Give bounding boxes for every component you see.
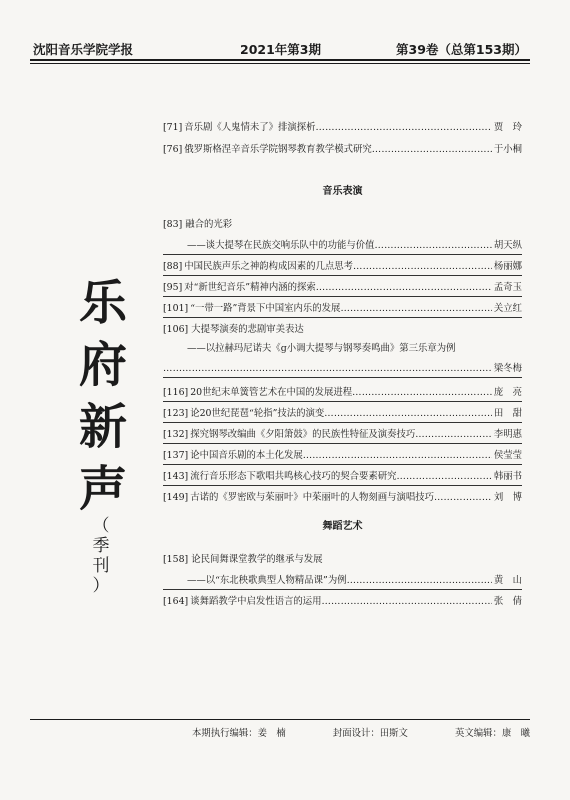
entry-page: [106] xyxy=(163,324,189,335)
entry-subtitle: ——谈大提琴在民族交响乐队中的功能与价值 xyxy=(187,240,375,251)
journal-name: 沈阳音乐学院学报 xyxy=(33,42,134,57)
side-title-char: 府 xyxy=(78,337,127,393)
entry-page: [88] xyxy=(163,261,183,272)
header-rule xyxy=(30,59,530,61)
toc-entry[interactable] xyxy=(163,261,522,276)
entry-page: [116] xyxy=(163,387,189,398)
entry-author: 黄 山 xyxy=(493,575,522,586)
entry-author: 梁冬梅 xyxy=(493,363,522,374)
entry-title: 音乐剧《人鬼情未了》排演探析 xyxy=(184,122,316,133)
footer-rule xyxy=(30,719,530,720)
side-title-char: 新 xyxy=(78,399,127,455)
toc-entry[interactable] xyxy=(163,282,522,297)
journal-header xyxy=(0,0,570,64)
entry-page: [95] xyxy=(163,282,183,293)
leader-dots xyxy=(415,429,492,441)
leader-dots xyxy=(316,122,492,134)
toc-entry-subtitle[interactable] xyxy=(163,575,522,590)
entry-title: 大提琴演奏的悲剧审美表达 xyxy=(191,324,304,335)
entry-page: [101] xyxy=(163,303,189,314)
entry-author: 胡天纵 xyxy=(493,240,522,251)
section-heading-dance: 舞蹈艺术 xyxy=(322,521,363,532)
entry-title: “一带一路”背景下中国室内乐的发展 xyxy=(190,303,341,314)
cover-designer: 封面设计：田斯文 xyxy=(332,728,408,739)
entry-author: 田 甜 xyxy=(493,408,522,419)
toc-entry[interactable] xyxy=(163,324,522,336)
entry-title: 古诺的《罗密欧与茱丽叶》中茱丽叶的人物刻画与演唱技巧 xyxy=(190,492,434,503)
leader-dots xyxy=(434,492,492,504)
side-subtitle xyxy=(89,516,113,596)
entry-author: 庞 亮 xyxy=(493,387,522,398)
side-subtitle-char: 刊 xyxy=(92,556,110,576)
entry-subtitle: ——以“东北秧歌典型人物精品课”为例 xyxy=(187,575,347,586)
leader-dots xyxy=(347,575,492,587)
entry-title: 融合的光彩 xyxy=(185,219,233,230)
entry-title: 论民间舞课堂教学的继承与发展 xyxy=(191,554,323,565)
side-title xyxy=(68,272,138,520)
toc-entry[interactable] xyxy=(163,144,522,156)
entry-author: 关立红 xyxy=(493,303,522,314)
english-editor: 英文编辑：康 曦 xyxy=(454,728,530,739)
editorial-credits xyxy=(192,725,530,739)
leader-dots xyxy=(352,387,492,399)
toc-entry-subtitle[interactable] xyxy=(163,343,522,355)
toc-entry[interactable] xyxy=(163,408,522,423)
toc-entry-author-line[interactable] xyxy=(163,363,522,378)
volume-number: 第39卷（总第153期） xyxy=(396,42,527,57)
leader-dots xyxy=(340,303,491,315)
entry-author: 侯莹莹 xyxy=(493,450,522,461)
section-heading-performance: 音乐表演 xyxy=(322,186,363,197)
leader-dots xyxy=(303,450,492,462)
entry-page: [137] xyxy=(163,450,189,461)
entry-title: 论中国音乐剧的本土化发展 xyxy=(190,450,303,461)
toc-entry[interactable] xyxy=(163,596,522,608)
entry-page: [76] xyxy=(163,144,183,155)
toc-entry[interactable] xyxy=(163,471,522,486)
side-subtitle-char: ） xyxy=(92,576,110,596)
side-subtitle-char: 季 xyxy=(92,536,110,556)
side-title-char: 声 xyxy=(78,461,127,517)
issue-number: 2021年第3期 xyxy=(240,42,321,57)
entry-author: 于小桐 xyxy=(493,144,522,155)
leader-dots xyxy=(353,261,492,273)
entry-page: [123] xyxy=(163,408,189,419)
entry-author: 张 倩 xyxy=(493,596,522,607)
leader-dots xyxy=(321,596,491,608)
leader-dots xyxy=(324,408,492,420)
toc-entry[interactable] xyxy=(163,122,522,134)
entry-title: 论20世纪琵琶“轮指”技法的演变 xyxy=(190,408,325,419)
leader-dots xyxy=(316,282,492,294)
entry-page: [158] xyxy=(163,554,189,565)
leader-dots xyxy=(163,363,492,375)
toc-entry[interactable] xyxy=(163,387,522,402)
entry-author: 李明惠 xyxy=(493,429,522,440)
toc-entry-subtitle[interactable] xyxy=(163,240,522,255)
entry-title: 俄罗斯格涅辛音乐学院钢琴教育教学模式研究 xyxy=(184,144,372,155)
entry-title: 20世纪末单簧管艺术在中国的发展进程 xyxy=(190,387,353,398)
side-subtitle-char: （ xyxy=(92,516,110,536)
side-title-char: 乐 xyxy=(78,275,127,331)
entry-page: [143] xyxy=(163,471,189,482)
entry-page: [149] xyxy=(163,492,189,503)
entry-author: 杨丽娜 xyxy=(493,261,522,272)
entry-subtitle: ——以拉赫玛尼诺夫《g小调大提琴与钢琴奏鸣曲》第三乐章为例 xyxy=(187,343,456,354)
executive-editor: 本期执行编辑：姜 楠 xyxy=(192,728,286,739)
entry-title: 对“新世纪音乐”精神内涵的探索 xyxy=(184,282,316,293)
toc-entry[interactable] xyxy=(163,429,522,444)
toc-top xyxy=(163,122,522,156)
entry-title: 谈舞蹈教学中启发性语言的运用 xyxy=(190,596,322,607)
entry-page: [83] xyxy=(163,219,183,230)
leader-dots xyxy=(375,240,492,252)
toc-entry[interactable] xyxy=(163,450,522,465)
entry-title: 流行音乐形态下歌唱共鸣核心技巧的契合要素研究 xyxy=(190,471,397,482)
entry-page: [164] xyxy=(163,596,189,607)
entry-author: 韩丽书 xyxy=(493,471,522,482)
entry-author: 贾 玲 xyxy=(493,122,522,133)
toc-performance xyxy=(163,219,522,504)
toc-entry[interactable] xyxy=(163,303,522,318)
entry-title: 探究钢琴改编曲《夕阳箫鼓》的民族性特征及演奏技巧 xyxy=(190,429,416,440)
toc-entry[interactable] xyxy=(163,554,522,566)
leader-dots xyxy=(372,144,492,156)
toc-dance xyxy=(163,554,522,608)
entry-page: [71] xyxy=(163,122,183,133)
toc-entry[interactable] xyxy=(163,492,522,504)
leader-dots xyxy=(396,471,491,483)
entry-page: [132] xyxy=(163,429,189,440)
entry-title: 中国民族声乐之神韵构成因素的几点思考 xyxy=(184,261,354,272)
toc-entry[interactable] xyxy=(163,219,522,231)
entry-author: 孟奇玉 xyxy=(493,282,522,293)
entry-author: 刘 博 xyxy=(493,492,522,503)
